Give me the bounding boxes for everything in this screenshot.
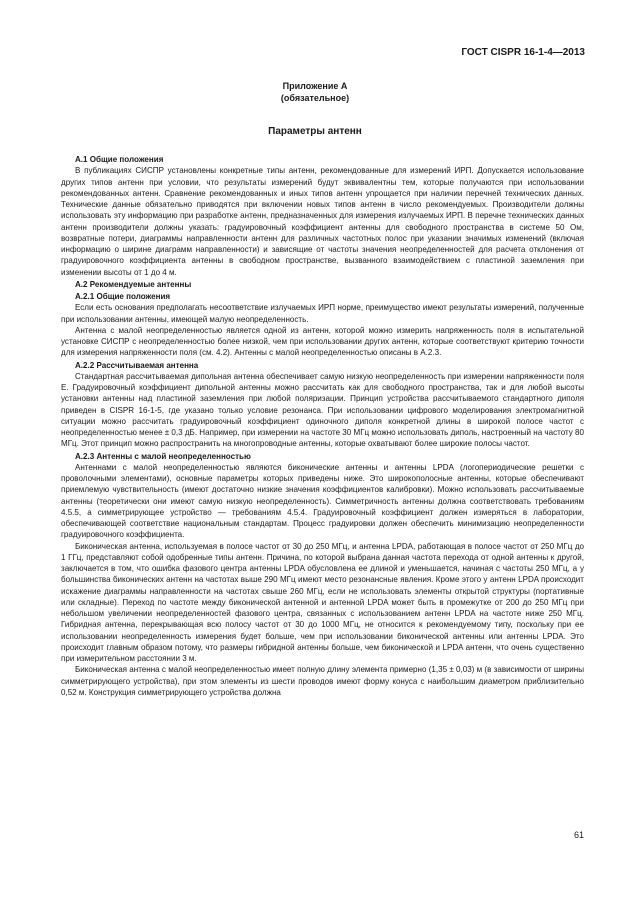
document-body [61, 153, 584, 698]
annex-status: (обязательное) [280, 93, 350, 103]
annex-title: Приложение А [282, 81, 348, 91]
heading-a23: А.2.3 Антенны с малой неопределенностью [75, 451, 251, 461]
paragraph-a23-1: Антеннами с малой неопределенностью являются биконические антенны и антенны LPDA (логопериодические решетки с проволочными элементами), основные параметры которых приведены ниже. Это широкополосные антенны, которые обеспечивают приемлемую чувствительность (имеют достаточно низкие значения коэффициентов калибровки). Можно использовать рассчитываемые антенны (теоретически они имеют самую низкую неопределенность). Симметричность антенны должна соответствовать требованиям 4.5.5, а симметрирующее устройство — требованиям 4.5.4. Градуировочный коэффициент должен измеряться в лаборатории, обеспечивающей соответствие национальным стандартам. Процесс градуировки должен обеспечить минимизацию неопределенности градуировочного коэффициента. [61, 462, 584, 540]
document-header: ГОСТ CISPR 16-1-4—2013 [461, 47, 585, 58]
annex-block [0, 80, 630, 104]
heading-a22: А.2.2 Рассчитываемая антенна [75, 360, 199, 370]
paragraph-a1: В публикациях СИСПР установлены конкретные типы антенн, рекомендованные для измерений ИРП. Допускается использование других типов антенн при условии, что результаты измерений будут эквивалентны тем, которые получаются при использовании рекомендованных антенн. Сравнение рекомендованных и иных типов антенн упрощается при наличии перечней технических данных. Технические данные обязательно приводятся при включении новых типов антенн в число рекомендуемых. Производители должны использовать эту информацию при разработке антенн, предназначенных для измерения излучаемых ИРП. В перечне технических данных антенн производители должны указать: градуировочный коэффициент антенны для свободного пространства в системе 50 Ом, возвратные потери, диаграммы направленности антенн для различных частотных полос при указании значимых изменений (включая информацию о ширине диаграмм направленности) и зависящие от частоты значения неопределенностей для расчета отклонения от градуировочного коэффициента антенны в свободном пространстве, вызванного взаимодействием с пластиной заземления при изменении высоты от 1 до 4 м. [61, 166, 584, 277]
paragraph-a21-1: Если есть основания предполагать несоответствие излучаемых ИРП норме, преимущество имеют результаты измерений, полученные при использовании антенны, имеющей малую неопределенность. [61, 303, 584, 324]
heading-a21: А.2.1 Общие положения [75, 292, 171, 301]
paragraph-a23-2: Биконическая антенна, используемая в полосе частот от 30 до 250 МГц, и антенна LPDA, работающая в полосе частот от 250 МГц до 1 ГГц, представляют собой одобренные типы антенн. Причина, по которой выбрана данная частота перехода от одной антенны к другой, заключается в том, что ошибка фазового центра антенны LPDA обусловлена ее длиной и уменьшается, начиная с частоты 250 МГц, а у большинства биконических антенн на частотах выше 290 МГц имеют место резонансные явления. Кроме этого у антенн LPDA происходит искажение диаграммы направленности на частотах свыше 260 МГц, если не использовать элементы открытой структуры (портативные или складные). Переход по частоте между биконической антенной и антенной LPDA может быть в промежутке от 200 до 250 МГц при небольшом увеличении неопределенностей фазового центра, связанных с использованием антенн LPDA на частоте ниже 250 МГц. Гибридная антенна, перекрывающая всю полосу частот от 30 до 1000 МГц, не относится к рекомендуемому типу, поскольку при ее использовании неопределенность измерения будет больше, чем при использовании биконической антенны или антенны LPDA. Это происходит главным образом потому, что размеры гибридной антенны больше, чем биконической и LPDA антенн, что очень существенно при измерительном расстоянии 3 м. [61, 541, 584, 663]
paragraph-a21-2: Антенна с малой неопределенностью является одной из антенн, которой можно измерить напряженность поля в испытательной установке СИСПР с неопределенностью более низкой, чем при использовании других антенн, которые соответствуют критерию точности для измерения напряженности поля (см. 4.2). Антенны с малой неопределенностью описаны в А.2.3. [61, 325, 584, 358]
section-title: Параметры антенн [268, 126, 362, 137]
paragraph-a23-3: Биконическая антенна с малой неопределенностью имеет полную длину элемента примерно (1,35 ± 0,03) м (в зависимости от ширины симметрирующего устройства), при этом элементы из шести проводов имеют форму конуса с наибольшим диаметром приблизительно 0,52 м. Конструкция симметрирующего устройства должна [61, 665, 584, 697]
paragraph-a22: Стандартная рассчитываемая дипольная антенна обеспечивает самую низкую неопределенность при измерении напряженности поля E. Градуировочный коэффициент дипольной антенны можно рассчитать как для свободного пространства, так и для любой высоты установки антенны над пластиной заземления при любой поляризации. Принцип устройства рассчитываемого стандартного диполя приведен в CISPR 16-1-5, где указано только условие резонанса. При использовании цифрового моделирования электромагнитной ситуации можно рассчитать градуировочный коэффициент одиночного диполя конкретной длины в широкой полосе частот с неопределенностью менее ± 0,3 дБ. Например, при измерении на частоте 30 МГц можно использовать диполь, настроенный на частоту 80 МГц. Этот принцип можно распространить на многопроводные антенны, которые охватывают более широкие полосы частот. [61, 371, 584, 449]
heading-a1: А.1 Общие положения [75, 155, 164, 164]
page-number: 61 [573, 830, 584, 840]
heading-a2: А.2 Рекомендуемые антенны [75, 279, 192, 289]
